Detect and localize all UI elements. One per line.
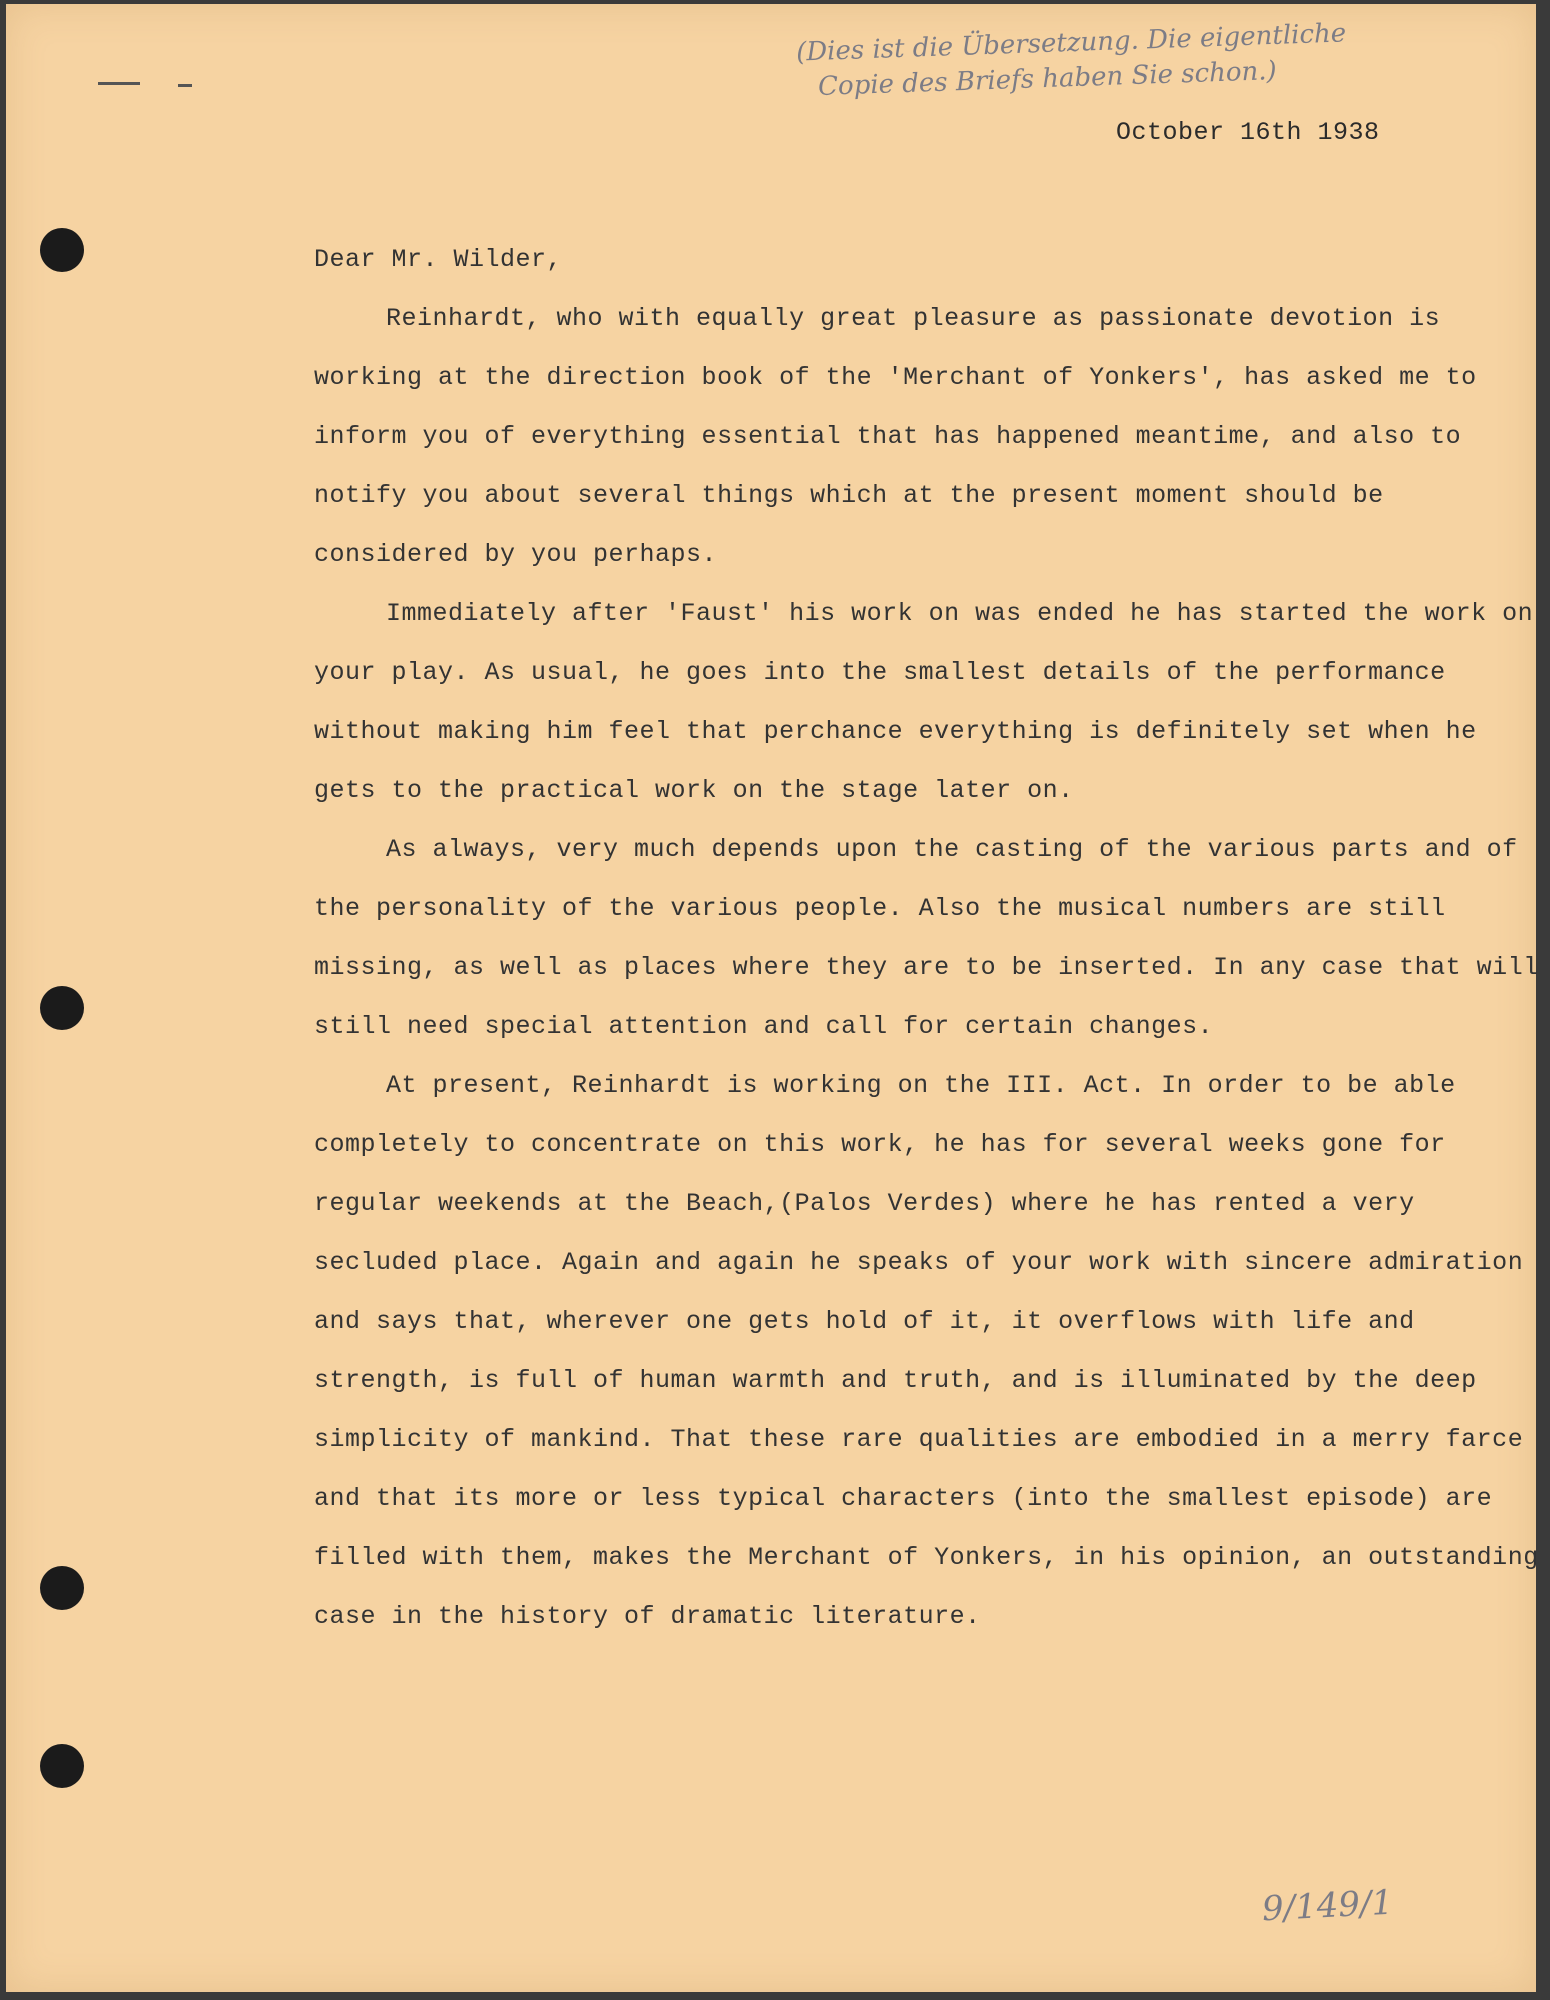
punch-hole-icon (40, 228, 84, 272)
paragraph-2: Immediately after 'Faust' his work on was ended he has started the work on your play. As usual, he goes into the smallest details of the performance without making him feel that perchance everything is definitely set when he gets to the practical work on the stage later on. (314, 599, 1534, 805)
paragraph-3: As always, very much depends upon the casting of the various parts and of the personality of the various people. Also the musical numbers are still missing, as well as places where they are to be inserted. In any case that will still need special attention and call for certain changes. (314, 835, 1539, 1041)
paragraph-4: At present, Reinhardt is working on the III. Act. In order to be able completely to concentrate on this work, he has for several weeks gone for regular weekends at the Beach,(Palos Verdes) where he has rented a very secluded place. Again and again he speaks of your work with sincere admiration and says that, wherever one gets hold of it, it overflows with life and strength, is full of human warmth and truth, and is illuminated by the deep simplicity of mankind. That these rare qualities are embodied in a merry farce and that its more or less typical characters (into the smallest episode) are filled with them, makes the Merchant of Yonkers, in his opinion, an outstanding case in the history of dramatic literature. (314, 1071, 1539, 1631)
punch-hole-icon (40, 1566, 84, 1610)
pencil-mark (98, 82, 140, 85)
archive-number: 9/149/1 (1261, 1882, 1395, 1930)
punch-hole-icon (40, 986, 84, 1030)
letter-date: October 16th 1938 (1116, 118, 1380, 147)
handwritten-margin-note-line2: Copie des Briefs haben Sie schon.) (817, 56, 1278, 102)
pencil-mark (178, 84, 192, 87)
paragraph-1: Reinhardt, who with equally great pleasure as passionate devotion is working at the direction book of the 'Merchant of Yonkers', has asked me to inform you of everything essential that has happened meantime, and also to notify you about several things which at the present moment should be considered by you perhaps. (314, 304, 1477, 569)
punch-hole-icon (40, 1744, 84, 1788)
letter-body (314, 230, 1542, 1646)
handwritten-margin-note-line1: (Dies ist die Übersetzung. Die eigentliche (795, 18, 1347, 68)
salutation: Dear Mr. Wilder, (314, 245, 563, 274)
letter-page (6, 4, 1539, 1992)
